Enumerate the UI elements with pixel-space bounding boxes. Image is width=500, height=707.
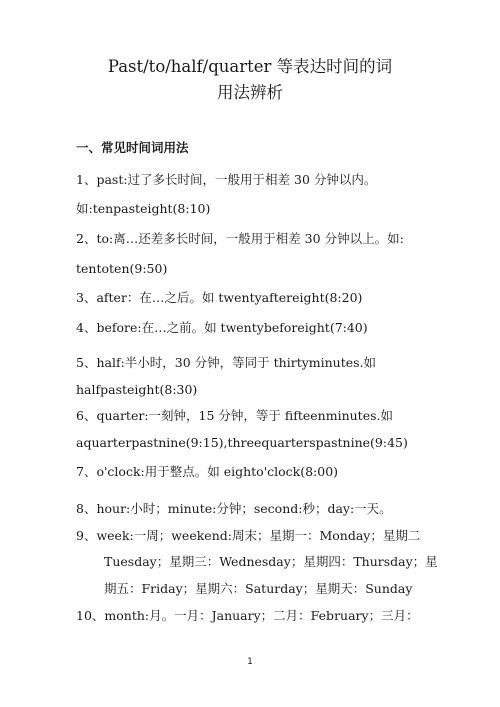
text-line-month: 10、month:月。一月：January；二月：February；三月： [76, 608, 419, 623]
text-line-quarter: 6、quarter:一刻钟，15 分钟，等于 fifteenminutes.如 [76, 408, 393, 423]
text-line-past-example: 如:tenpasteight(8:10) [76, 201, 211, 216]
text-line-oclock: 7、o'clock:用于整点。如 eighto'clock(8:00) [76, 464, 339, 479]
text-line-half-example: halfpasteight(8:30) [76, 382, 198, 397]
text-line-week-cont-1: Tuesday；星期三：Wednesday；星期四：Thursday；星 [104, 554, 438, 569]
text-line-after: 3、after：在…之后。如 twentyaftereight(8:20) [76, 290, 363, 305]
text-line-to: 2、to:离…还差多长时间，一般用于相差 30 分钟以上。如: [76, 231, 404, 246]
page-number: 1 [247, 657, 253, 667]
page-title-line-2: 用法辨析 [217, 83, 283, 102]
text-line-before: 4、before:在…之前。如 twentybeforeight(7:40) [76, 320, 368, 335]
text-line-past: 1、past:过了多长时间，一般用于相差 30 分钟以内。 [76, 172, 377, 187]
section-heading: 一、常见时间词用法 [76, 140, 189, 155]
text-line-hour: 8、hour:小时；minute:分钟；second:秒；day:一天。 [76, 501, 392, 516]
text-line-week: 9、week:一周；weekend:周末；星期一：Monday；星期二 [76, 528, 421, 543]
text-line-half: 5、half:半小时，30 分钟，等同于 thirtyminutes.如 [76, 355, 377, 370]
text-line-to-example: tentoten(9:50) [76, 261, 168, 276]
text-line-quarter-example: aquarterpastnine(9:15),threequarterspastnine(9:45) [76, 435, 408, 450]
page-title-line-1: Past/to/half/quarter 等表达时间的词 [107, 57, 393, 76]
text-line-week-cont-2: 期五：Friday；星期六：Saturday；星期天：Sunday [104, 581, 413, 596]
